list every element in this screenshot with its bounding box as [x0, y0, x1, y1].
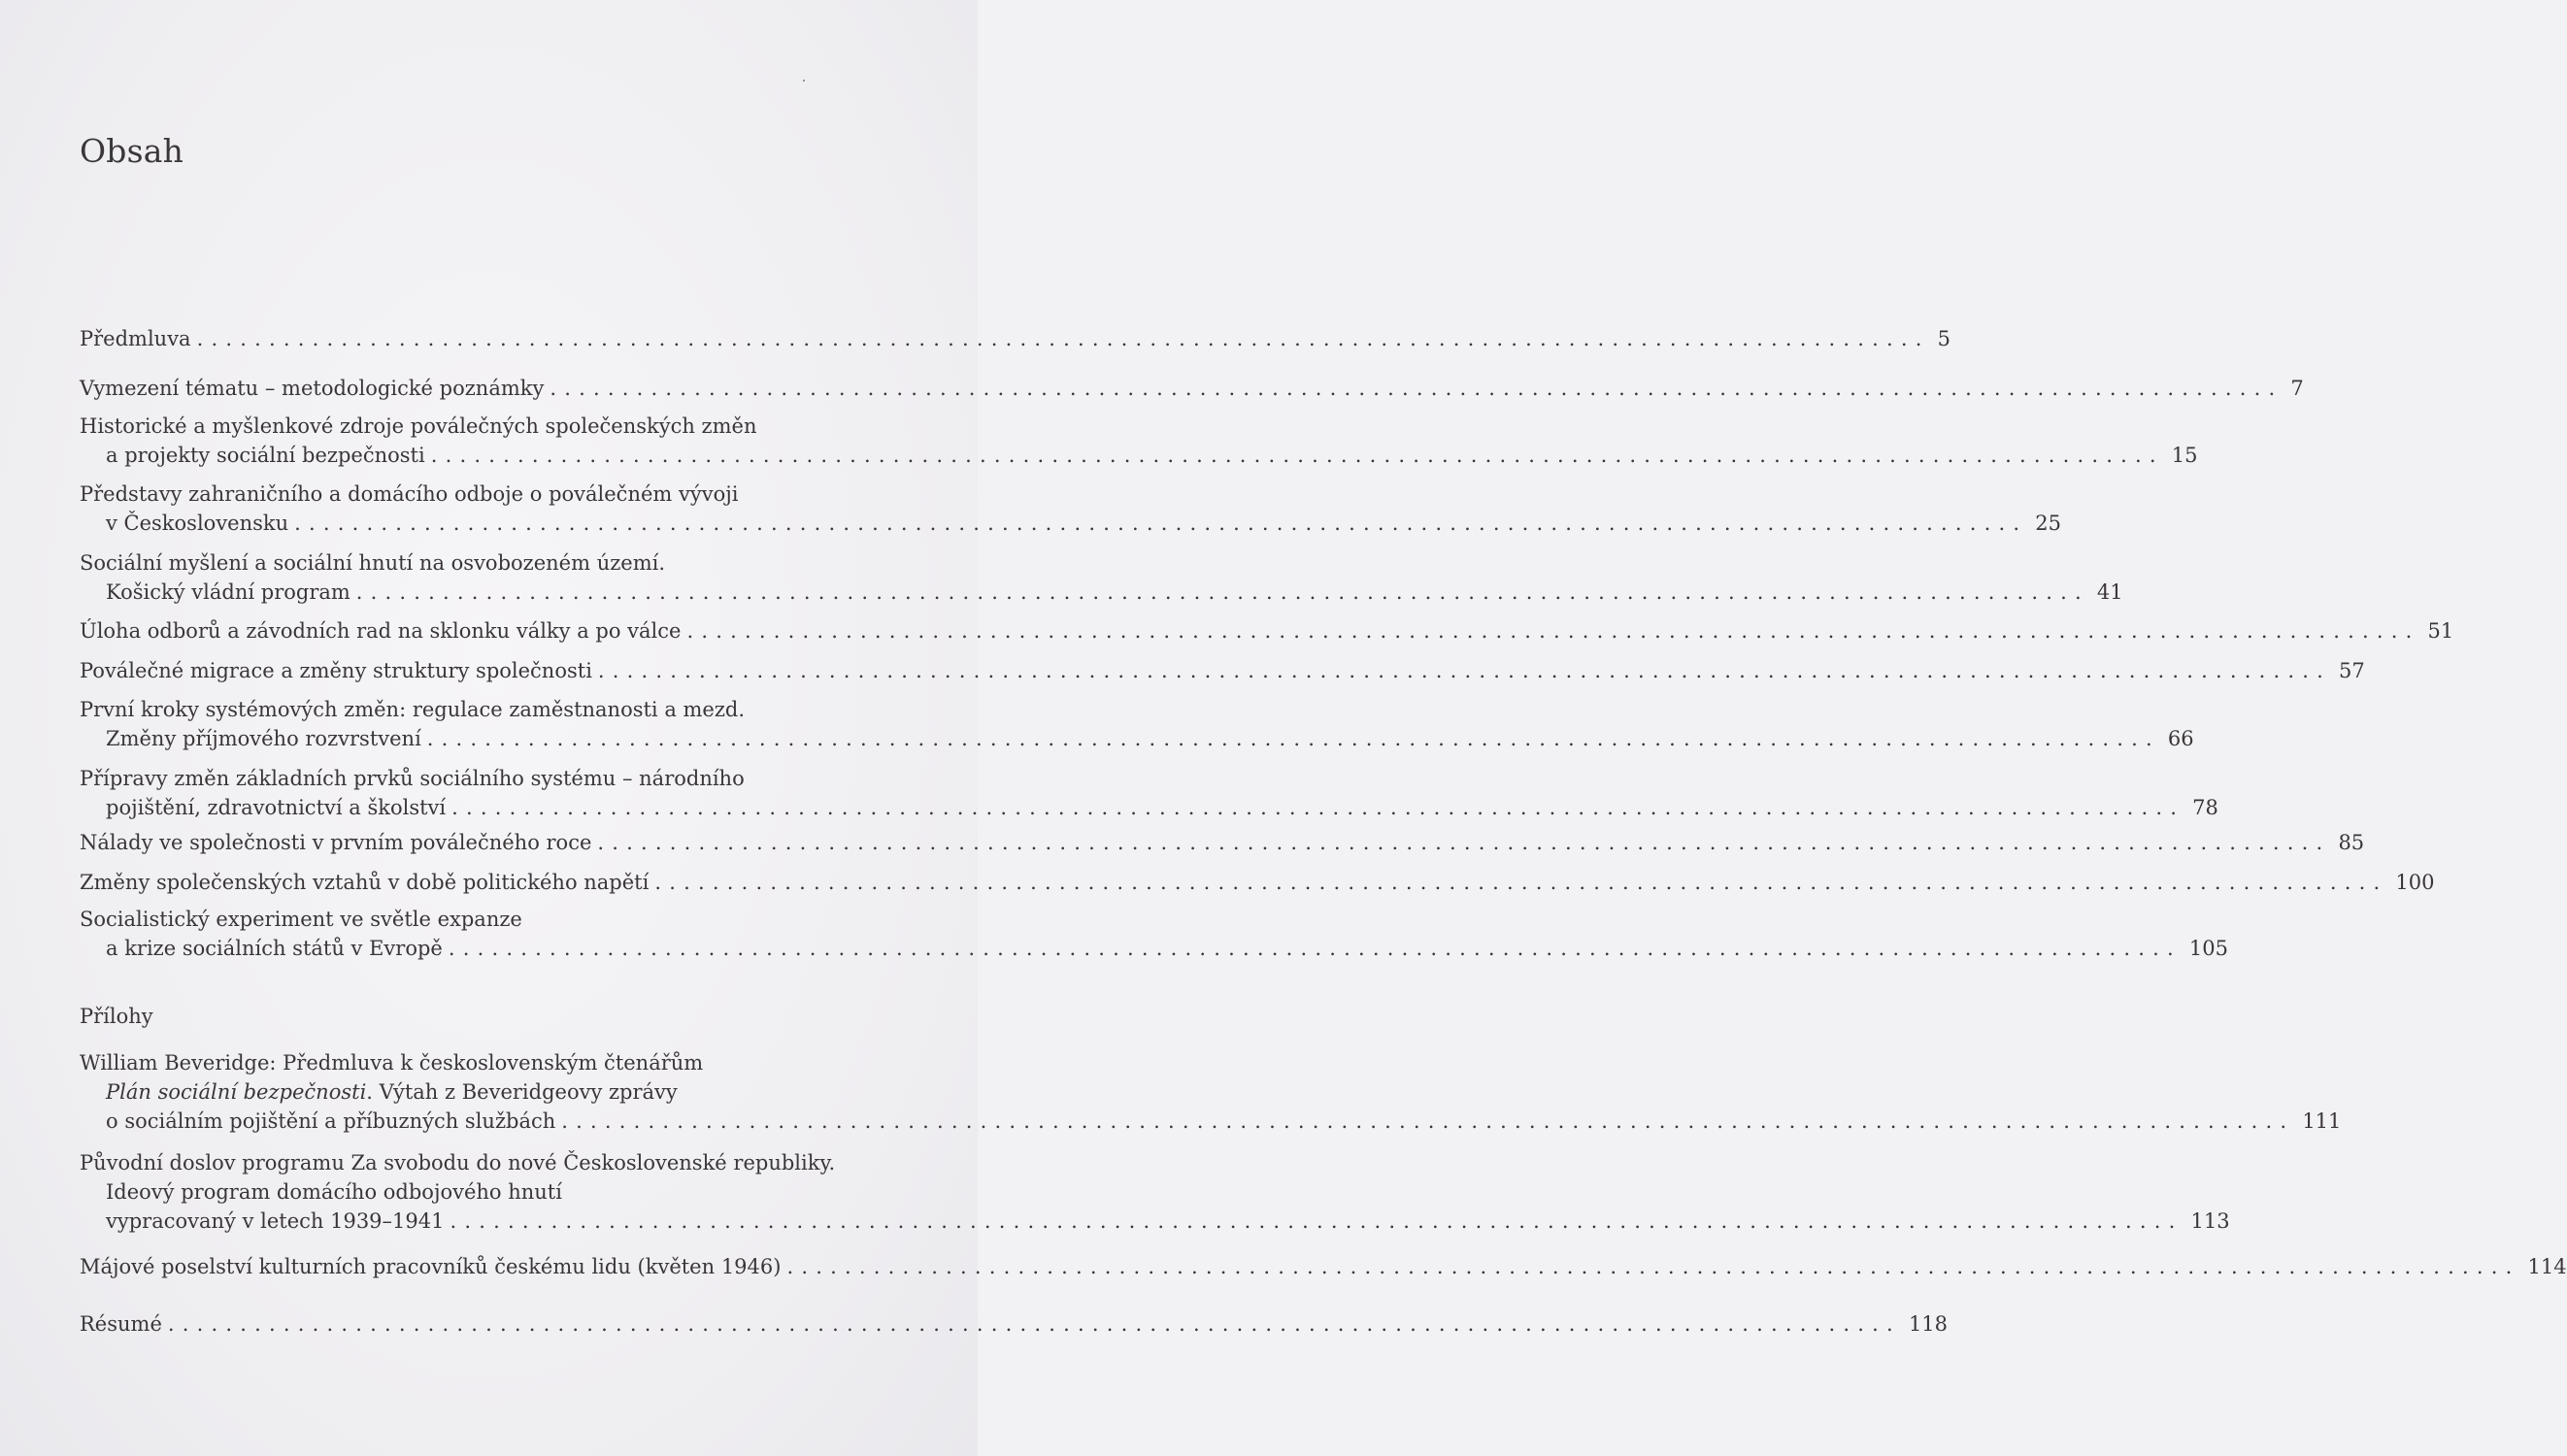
toc-line: [80, 480, 883, 509]
toc-page-number: 113: [2190, 1209, 2230, 1233]
toc-entry-predstavy[interactable]: [80, 480, 2061, 538]
toc-entry-beveridge[interactable]: [80, 1048, 2342, 1136]
dot-leader: ........................................................................................................................: [196, 327, 1930, 350]
dot-leader: ........................................................................................................................: [294, 512, 2028, 535]
toc-entry-title: Představy zahraničního a domácího odboje o poválečném vývoji: [80, 482, 739, 506]
dot-leader: ........................................................................................................................: [786, 1255, 2520, 1278]
appendix-heading: Přílohy: [80, 1005, 153, 1028]
toc-entry-title: Socialistický experiment ve světle expanze: [80, 908, 522, 931]
toc-entry-nalady[interactable]: [80, 828, 2365, 857]
toc-line: [80, 1048, 883, 1077]
toc-entry-title: Změny společenských vztahů v době politického napětí: [80, 871, 650, 894]
toc-page-number: 15: [2171, 444, 2198, 467]
toc-entry-socialni-mysleni[interactable]: [80, 548, 2123, 607]
dot-leader: ........................................................................................................................: [686, 619, 2420, 643]
dot-leader: ........................................................................................................................: [597, 831, 2331, 854]
toc-entry-title-cont: Ideový program domácího odbojového hnutí: [106, 1180, 562, 1204]
toc-page-number: 85: [2338, 831, 2365, 854]
toc-entry-title: Sociální myšlení a sociální hnutí na osvobozeném území.: [80, 551, 666, 575]
toc-entry-title: Nálady ve společnosti v prvním poválečného roce: [80, 831, 592, 854]
toc-page-number: 66: [2167, 727, 2194, 750]
toc-line: [80, 1148, 883, 1177]
dot-leader: ........................................................................................................................: [430, 444, 2164, 467]
toc-entry-title-cont: vypracovaný v letech 1939–1941: [106, 1209, 445, 1233]
toc-page-number: 41: [2096, 580, 2123, 604]
dot-leader: ........................................................................................................................: [167, 1312, 1901, 1336]
dot-leader: ........................................................................................................................: [450, 1209, 2184, 1233]
toc-entry-uloha-odboru[interactable]: [80, 616, 2454, 645]
toc-page-number: 118: [1908, 1312, 1949, 1336]
toc-entry-prvni-kroky[interactable]: [80, 695, 2194, 753]
toc-entry-title: Résumé: [80, 1312, 162, 1336]
toc-entry-title-cont: v Československu: [106, 512, 289, 535]
dot-leader: ........................................................................................................................: [448, 937, 2182, 960]
toc-line: [80, 412, 883, 441]
toc-entry-title: Poválečné migrace a změny struktury společnosti: [80, 659, 592, 682]
toc-entry-puvodni-doslov[interactable]: [80, 1148, 2230, 1236]
toc-page-number: 5: [1937, 327, 1950, 350]
toc-line: [80, 374, 2304, 403]
dot-leader: ........................................................................................................................: [426, 727, 2160, 750]
toc-line: [80, 1107, 2342, 1136]
toc-entry-title: Vymezení tématu – metodologické poznámky: [80, 377, 545, 400]
toc-line: [80, 324, 1950, 353]
toc-line: [80, 828, 2365, 857]
toc-entry-socialisticky-experiment[interactable]: [80, 905, 2228, 963]
toc-line: [80, 656, 2365, 685]
toc-entry-title: Historické a myšlenkové zdroje poválečných společenských změn: [80, 414, 757, 438]
toc-page-number: 57: [2338, 659, 2365, 682]
toc-line: [80, 793, 2218, 822]
toc-page-number: 100: [2395, 871, 2435, 894]
toc-entry-povalecne-migrace[interactable]: [80, 656, 2365, 685]
toc-entry-title: Úloha odborů a závodních rad na sklonku války a po válce: [80, 619, 682, 643]
toc-entry-title: Předmluva: [80, 327, 191, 350]
dot-leader: ........................................................................................................................: [550, 377, 2284, 400]
toc-entry-title: První kroky systémových změn: regulace zaměstnanosti a mezd.: [80, 698, 746, 721]
toc-entry-italic-title: Plán sociální bezpečnosti: [106, 1080, 367, 1104]
toc-page-number: 51: [2427, 619, 2454, 643]
toc-entry-title-cont: o sociálním pojištění a příbuzných službách: [106, 1109, 556, 1133]
toc-entry-title-cont: pojištění, zdravotnictví a školství: [106, 796, 447, 819]
toc-entry-title-cont: a krize sociálních států v Evropě: [106, 937, 443, 960]
toc-entry-title: Původní doslov programu Za svobodu do nové Československé republiky.: [80, 1151, 836, 1175]
dot-leader: ........................................................................................................................: [561, 1109, 2295, 1133]
toc-entry-vymezeni[interactable]: [80, 374, 2304, 403]
toc-line: [80, 764, 883, 793]
toc-entry-pripravy-zmen[interactable]: [80, 764, 2218, 822]
toc-line: [80, 868, 2435, 897]
page-speck: [803, 80, 805, 82]
page-title: Obsah: [80, 132, 184, 170]
toc-page-number: 111: [2302, 1109, 2342, 1133]
toc-entry-historicke[interactable]: [80, 412, 2198, 470]
toc-line: [80, 1077, 883, 1107]
toc-page-number: 7: [2290, 377, 2304, 400]
dot-leader: ........................................................................................................................: [654, 871, 2388, 894]
toc-entry-title: William Beveridge: Předmluva k československým čtenářům: [80, 1051, 704, 1075]
toc-line: [80, 509, 2061, 538]
toc-line: [80, 548, 883, 578]
toc-entry-resume[interactable]: [80, 1309, 1949, 1339]
toc-entry-zmeny-vztahu[interactable]: [80, 868, 2435, 897]
toc-line: [80, 695, 883, 724]
toc-entry-title: Přípravy změn základních prvků sociálního systému – národního: [80, 767, 745, 790]
dot-leader: ........................................................................................................................: [597, 659, 2331, 682]
toc-line: [80, 905, 883, 934]
toc-entry-title-cont: . Výtah z Beveridgeovy zprávy: [366, 1080, 678, 1104]
toc-entry-title-cont: a projekty sociální bezpečnosti: [106, 444, 425, 467]
toc-line: [80, 1207, 2230, 1236]
toc-line: [80, 1177, 883, 1207]
toc-line: [80, 934, 2228, 963]
toc-page-number: 105: [2188, 937, 2228, 960]
toc-line: [80, 1309, 1949, 1339]
toc-entry-title: Májové poselství kulturních pracovníků českému lidu (květen 1946): [80, 1255, 782, 1278]
toc-entry-title-cont: Změny příjmového rozvrstvení: [106, 727, 421, 750]
toc-entry-title-cont: Košický vládní program: [106, 580, 350, 604]
toc-line: [80, 441, 2198, 470]
toc-entry-majove-poselstvi[interactable]: [80, 1252, 2567, 1281]
toc-page-number: 114: [2527, 1255, 2567, 1278]
toc-line: [80, 578, 2123, 607]
toc-line: [80, 616, 2454, 645]
toc-line: [80, 724, 2194, 753]
toc-page-number: 25: [2035, 512, 2061, 535]
dot-leader: ........................................................................................................................: [355, 580, 2089, 604]
toc-line: [80, 1252, 2567, 1281]
toc-entry-predmluva[interactable]: [80, 324, 1950, 353]
dot-leader: ........................................................................................................................: [451, 796, 2185, 819]
toc-page-number: 78: [2192, 796, 2218, 819]
